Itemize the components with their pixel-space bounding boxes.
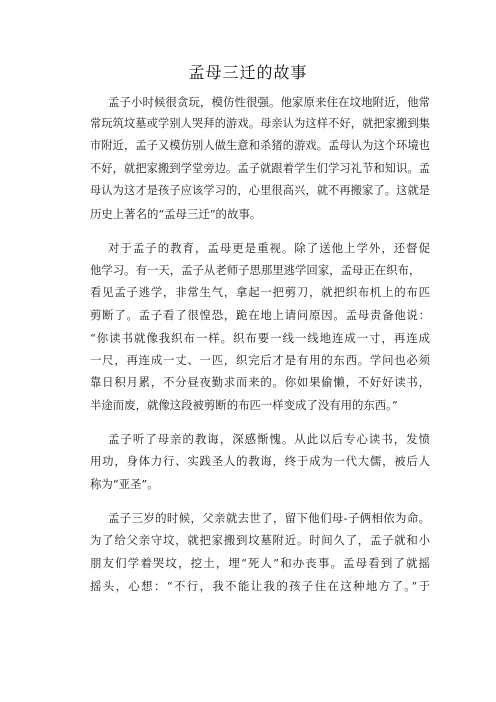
body-line: 看见孟子逃学，非常生气，拿起一把剪刀，就把织布机上的布匹 — [90, 285, 430, 299]
body-line: 摇头，心想：“不行，我不能让我的孩子住在这种地方了。”于 — [90, 579, 430, 593]
body-line: 对于孟子的教育，孟母更是重视。除了送他上学外，还督促 — [108, 241, 430, 255]
body-line: 常玩筑坟墓或学别人哭拜的游戏。母亲认为这样不好，就把家搬到集 — [90, 117, 430, 130]
body-line: 不好，就把家搬到学堂旁边。孟子就跟着学生们学习礼节和知识。孟 — [90, 162, 430, 175]
body-line: 用功，身体力行、实践圣人的教诲，终于成为一代大儒，被后人 — [90, 454, 430, 468]
body-line: 剪断了。孟子看了很惶恐，跪在地上请问原因。孟母责备他说： — [90, 308, 430, 322]
body-line: 靠日积月累，不分昼夜勤求而来的。你如果偷懒，不好好读书， — [90, 375, 430, 389]
body-line: 历史上著名的“孟母三迁”的故事。 — [90, 207, 262, 221]
body-line: 半途而废，就像这段被剪断的布匹一样变成了没有用的东西。” — [90, 398, 398, 412]
body-line: 孟子小时候很贪玩，模仿性很强。他家原来住在坟地附近，他常 — [108, 95, 430, 109]
body-line: 他学习。有一天，孟子从老师子思那里逃学回家，孟母正在织布， — [90, 263, 421, 277]
body-line: 孟子听了母亲的教诲，深感惭愧。从此以后专心读书，发愤 — [108, 432, 430, 446]
body-line: 朋友们学着哭坟，挖土，埋“死人”和办丧事。孟母看到了就摇 — [90, 556, 430, 570]
body-line: 为了给父亲守坟，就把家搬到坟墓附近。时间久了，孟子就和小 — [90, 533, 430, 547]
body-line: 市附近，孟子又模仿别人做生意和杀猪的游戏。孟母认为这个环境也 — [90, 139, 430, 152]
body-line: 母认为这才是孩子应该学习的，心里很高兴，就不再搬家了。这就是 — [90, 184, 430, 197]
body-line: 孟子三岁的时候，父亲就去世了，留下他们母-子俩相依为命。 — [108, 511, 430, 525]
body-line: 称为“亚圣”。 — [90, 477, 159, 491]
body-line: “你读书就像我织布一样。织布要一线一线地连成一寸，再连成 — [90, 331, 430, 345]
document-title: 孟母三迁的故事 — [188, 63, 308, 82]
body-line: 一尺，再连成一丈、一匹，织完后才是有用的东西。学问也必须 — [90, 353, 430, 367]
